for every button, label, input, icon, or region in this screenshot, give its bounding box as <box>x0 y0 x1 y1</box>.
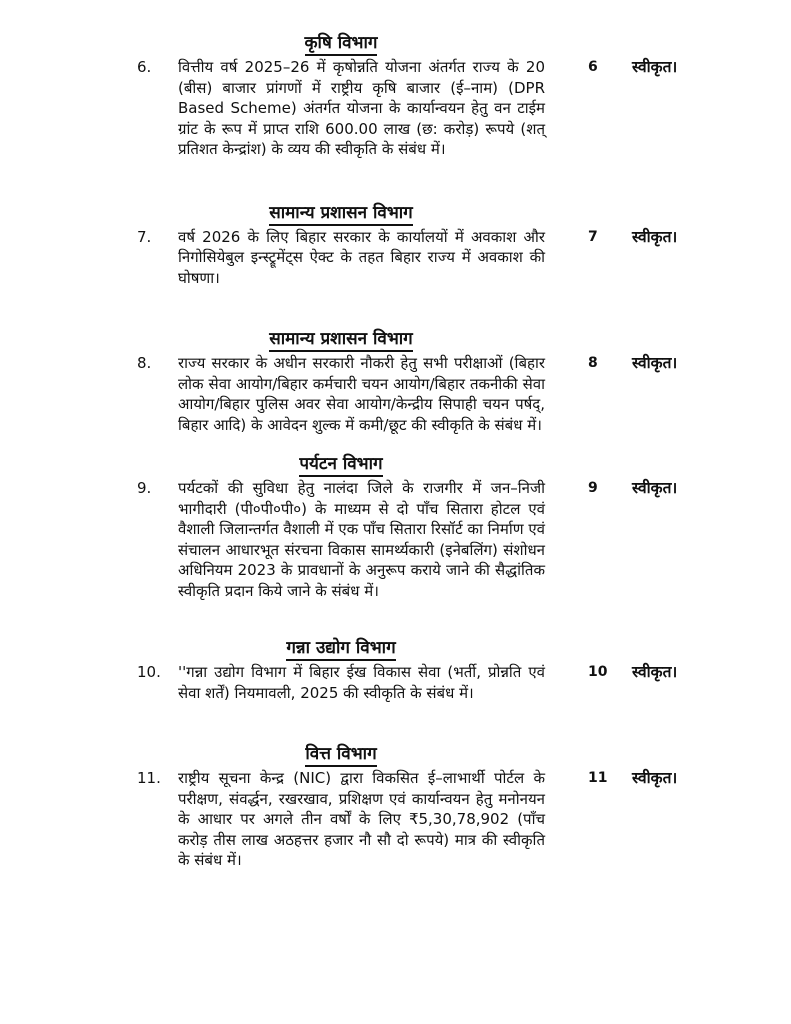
department-header <box>137 329 545 352</box>
department-header <box>137 203 545 226</box>
section-general-administration-2 <box>137 329 791 435</box>
agenda-item-row <box>137 227 791 289</box>
item-number: 7. <box>137 227 152 246</box>
status-label: स्वीकृत। <box>632 663 678 681</box>
agenda-item-row <box>137 57 791 160</box>
department-header-text: वित्त विभाग <box>305 744 376 767</box>
agenda-item-row <box>137 478 791 601</box>
section-sugarcane-industry <box>137 638 791 703</box>
agenda-item-row <box>137 768 791 871</box>
section-finance <box>137 744 791 871</box>
item-description: राष्ट्रीय सूचना केन्द्र (NIC) द्वारा विकसित ई–लाभार्थी पोर्टल के परीक्षण, संवर्द्धन, रखरखाव, प्रशिक्षण एवं कार्यान्वयन हेतु मनोनयन के आधार पर अगले तीन वर्षों के लिए ₹5,30,78,902 (पाँच करोड़ तीस लाख अठहत्तर हजार नौ सौ दो रूपये) मात्र की स्वीकृति के संबंध में। <box>178 769 545 869</box>
section-tourism <box>137 454 791 601</box>
status-label: स्वीकृत। <box>632 227 678 246</box>
item-number: 8. <box>137 354 152 372</box>
item-number: 11. <box>137 769 161 787</box>
status-label: स्वीकृत। <box>632 479 678 497</box>
agenda-item-row <box>137 662 791 703</box>
status-label: स्वीकृत। <box>632 769 678 787</box>
serial-number: 9 <box>588 480 598 496</box>
status-label: स्वीकृत। <box>632 58 678 76</box>
serial-number: 11 <box>588 770 608 786</box>
item-description: वित्तीय वर्ष 2025–26 में कृषोन्नति योजना अंतर्गत राज्य के 20 (बीस) बाजार प्रांगणों में राष्ट्रीय कृषि बाजार (ई–नाम) (DPR Based Scheme) अंतर्गत योजना के कार्यान्वयन हेतु वन टाईम ग्रांट के रूप में प्राप्त राशि 600.00 लाख (छ: करोड़) रूपये (शत् प्रतिशत केन्द्रांश) के व्यय की स्वीकृति के संबंध में। <box>178 58 545 158</box>
serial-number: 6 <box>588 59 598 75</box>
status-label: स्वीकृत। <box>632 354 678 372</box>
department-header <box>137 638 545 661</box>
item-description: पर्यटकों की सुविधा हेतु नालंदा जिले के राजगीर में जन–निजी भागीदारी (पी०पी०पी०) के माध्यम से दो पाँच सितारा होटल एवं वैशाली जिलान्तर्गत वैशाली में एक पाँच सितारा रिसॉर्ट का निर्माण एवं संचालन आधारभूत संरचना विकास सामर्थ्यकारी (इनेबलिंग) संशोधन अधिनियम 2023 के प्रावधानों के अनुरूप कराये जाने की सैद्धांतिक स्वीकृति प्रदान किये जाने के संबंध में। <box>178 479 545 600</box>
serial-number: 7 <box>588 228 598 245</box>
department-header-text: सामान्य प्रशासन विभाग <box>269 203 413 226</box>
serial-number: 8 <box>588 355 598 371</box>
item-number: 10. <box>137 663 161 681</box>
item-number: 6. <box>137 58 152 76</box>
section-general-administration-1 <box>137 203 791 289</box>
department-header-text: कृषि विभाग <box>305 33 378 56</box>
department-header <box>137 744 545 767</box>
department-header <box>137 454 545 477</box>
item-description: ''गन्ना उद्योग विभाग में बिहार ईख विकास सेवा (भर्ती, प्रोन्नति एवं सेवा शर्तें) नियमावली, 2025 की स्वीकृति के संबंध में। <box>178 663 545 702</box>
serial-number: 10 <box>588 664 608 680</box>
section-agriculture <box>137 33 791 160</box>
department-header-text: सामान्य प्रशासन विभाग <box>269 329 413 352</box>
department-header-text: गन्ना उद्योग विभाग <box>286 638 395 661</box>
item-number: 9. <box>137 479 152 497</box>
department-header-text: पर्यटन विभाग <box>299 454 382 477</box>
agenda-item-row <box>137 353 791 435</box>
department-header <box>137 33 545 56</box>
item-description: राज्य सरकार के अधीन सरकारी नौकरी हेतु सभी परीक्षाओं (बिहार लोक सेवा आयोग/बिहार कर्मचारी चयन आयोग/बिहार तकनीकी सेवा आयोग/बिहार पुलिस अवर सेवा आयोग/केन्द्रीय सिपाही चयन पर्षद्, बिहार आदि) के आवेदन शुल्क में कमी/छूट की स्वीकृति के संबंध में। <box>178 354 545 434</box>
item-description: वर्ष 2026 के लिए बिहार सरकार के कार्यालयों में अवकाश और निगोसियेबुल इन्स्ट्रूमेंट्स ऐक्ट के तहत बिहार राज्य में अवकाश की घोषणा। <box>178 227 545 287</box>
